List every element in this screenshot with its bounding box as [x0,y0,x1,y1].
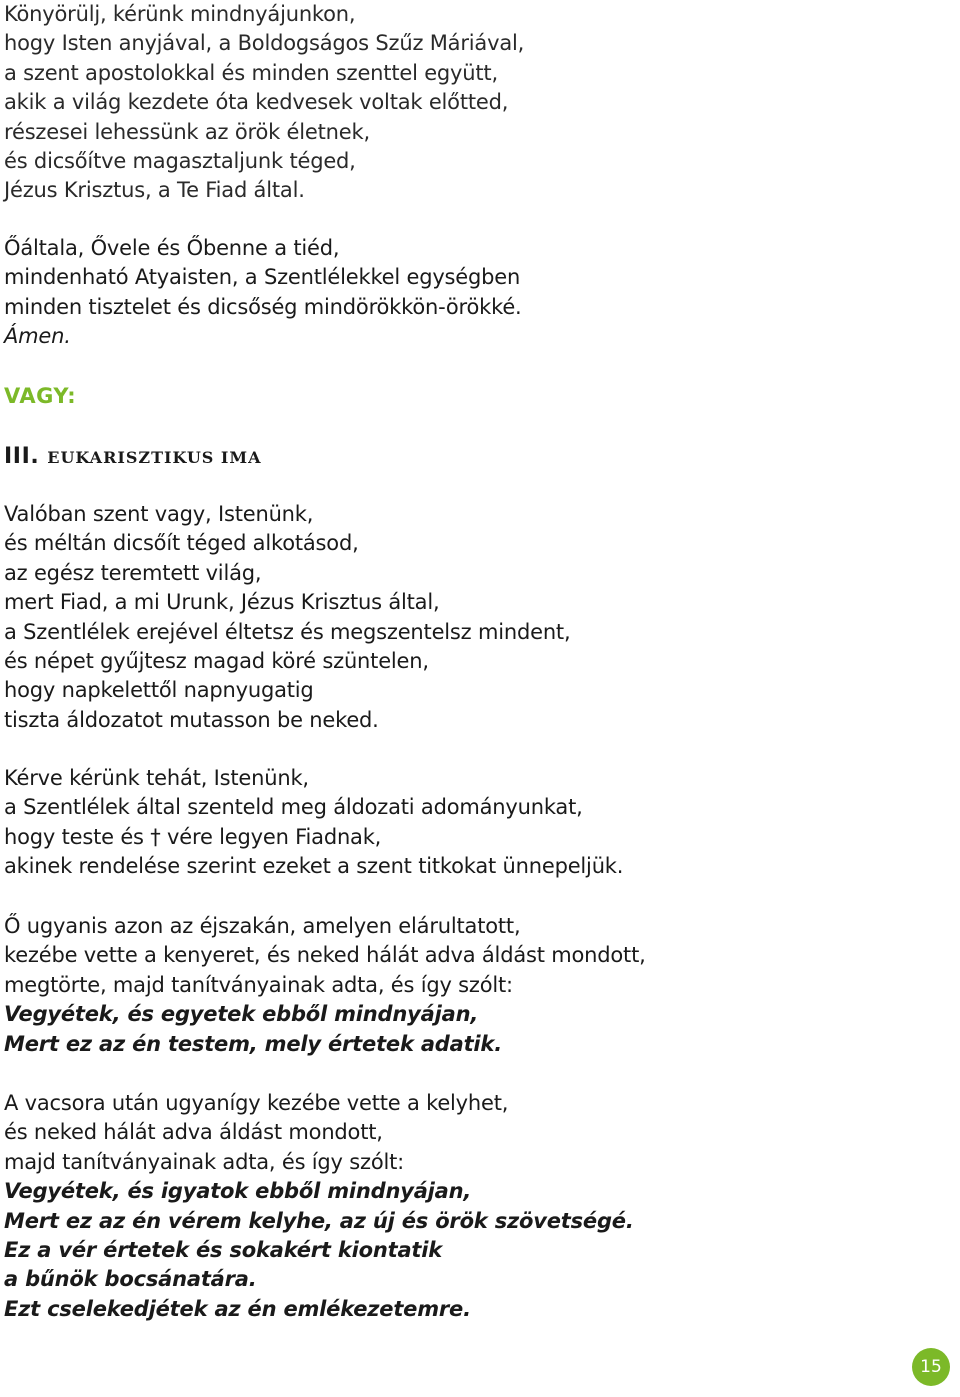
text-line: az egész teremtett világ, [4,560,262,585]
text-line: Kérve kérünk tehát, Istenünk, [4,766,309,790]
text-line: mindenható Atyaisten, a Szentlélekkel egységben [4,265,521,290]
words-of-institution-line: Ez a vér értetek és sokakért kiontatik [4,1238,443,1263]
heading-number: III. [4,444,40,469]
text-line: és méltán dicsőít téged alkotásod, [4,531,359,556]
text-line: és dicsőítve magasztaljunk téged, [4,149,356,174]
vagy-label: VAGY: [4,384,77,408]
words-of-institution-line: Mert ez az én testem, mely értetek adatik. [4,1031,502,1056]
text-line: a Szentlélek által szenteld meg áldozati adományunkat, [4,795,583,820]
words-of-institution-line: Mert ez az én vérem kelyhe, az új és örök szövetségé. [4,1208,634,1233]
section-heading [4,441,262,472]
prayer-paragraph-3 [4,500,570,735]
text-line: Őáltala, Ővele és Őbenne a tiéd, [4,236,340,260]
prayer-paragraph-2 [4,234,522,352]
amen-text: Ámen. [4,324,71,349]
text-line: kezébe vette a kenyeret, és neked hálát adva áldást mondott, [4,943,646,968]
text-line: hogy teste és † vére legyen Fiadnak, [4,824,382,849]
text-line: a szent apostolokkal és minden szenttel együtt, [4,60,498,85]
text-line: Ő ugyanis azon az éjszakán, amelyen elárultatott, [4,914,521,938]
text-line: megtörte, majd tanítványainak adta, és így szólt: [4,972,513,997]
text-line: mert Fiad, a mi Urunk, Jézus Krisztus által, [4,590,440,615]
text-line: és népet gyűjtesz magad köré szüntelen, [4,649,429,674]
text-line: hogy napkelettől napnyugatig [4,678,314,703]
text-line: Valóban szent vagy, Istenünk, [4,502,314,526]
text-line: minden tisztelet és dicsőség mindörökkön-örökké. [4,294,522,319]
words-of-institution-line: a bűnök bocsánatára. [4,1267,257,1292]
text-line: a Szentlélek erejével éltetsz és megszentelsz mindent, [4,619,571,644]
text-line: Jézus Krisztus, a Te Fiad által. [4,178,305,203]
prayer-paragraph-1 [4,0,524,206]
prayer-paragraph-6 [4,1089,634,1324]
text-line: Könyörülj, kérünk mindnyájunkon, [4,2,356,26]
text-line: tiszta áldozatot mutasson be neked. [4,707,379,732]
words-of-institution-line: Ezt cselekedjétek az én emlékezetemre. [4,1296,471,1321]
text-line: részesei lehessünk az örök életnek, [4,119,370,144]
words-of-institution-line: Vegyétek, és igyatok ebből mindnyájan, [4,1179,472,1204]
text-line: akinek rendelése szerint ezeket a szent titkokat ünnepeljük. [4,854,624,879]
text-line: hogy Isten anyjával, a Boldogságos Szűz Máriával, [4,31,525,56]
heading-title: EUKARISZTIKUS IMA [47,448,262,467]
page-number-badge: 15 [912,1348,950,1386]
prayer-paragraph-4 [4,764,623,882]
words-of-institution-line: Vegyétek, és egyetek ebből mindnyájan, [4,1002,479,1027]
text-line: és neked hálát adva áldást mondott, [4,1120,383,1145]
prayer-paragraph-5 [4,912,646,1059]
text-line: majd tanítványainak adta, és így szólt: [4,1149,405,1174]
text-line: A vacsora után ugyanígy kezébe vette a kelyhet, [4,1091,509,1115]
text-line: akik a világ kezdete óta kedvesek voltak előtted, [4,90,509,115]
